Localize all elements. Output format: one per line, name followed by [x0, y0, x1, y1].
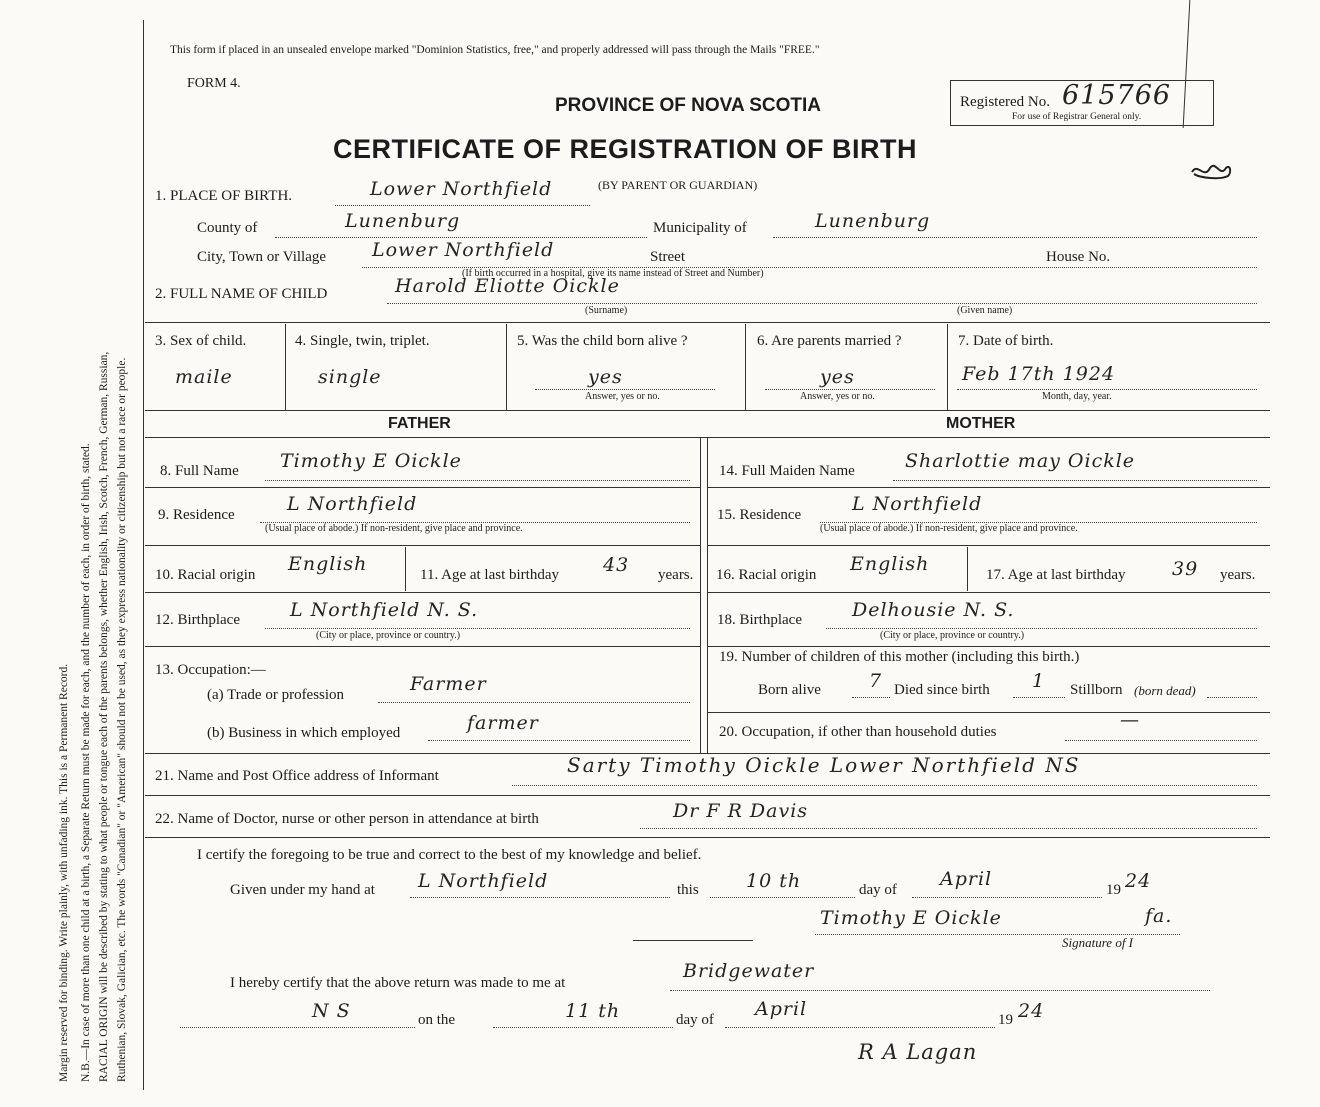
trade-line [378, 702, 690, 703]
father-birthplace-label: 12. Birthplace [155, 612, 240, 628]
born-alive-label: 5. Was the child born alive ? [517, 333, 688, 349]
died-since-label: Died since birth [894, 682, 990, 698]
row3-top-rule [145, 322, 1270, 323]
given-month-line [912, 897, 1102, 898]
given-day-value[interactable]: 10 th [746, 870, 802, 892]
mother-name-value[interactable]: Sharlottie may Oickle [905, 450, 1136, 472]
province-heading: PROVINCE OF NOVA SCOTIA [555, 95, 822, 116]
given-day-line [710, 897, 855, 898]
father-name-line [265, 480, 690, 481]
registration-year-value[interactable]: 24 [1018, 1000, 1045, 1022]
born-alive-count-label: Born alive [758, 682, 821, 698]
died-since-count[interactable]: 1 [1032, 670, 1046, 692]
registration-month-line [725, 1027, 995, 1028]
child-name-value[interactable]: Harold Eliotte Oickle [395, 275, 620, 297]
registration-province-line [180, 1027, 415, 1028]
hospital-note: (If birth occurred in a hospital, give its name instead of Street and Number) [462, 268, 764, 279]
row3-div-3 [745, 324, 746, 410]
business-value[interactable]: farmer [467, 712, 539, 734]
place-line [335, 205, 590, 206]
left-border [143, 20, 144, 1090]
registration-place-value[interactable]: Bridgewater [683, 960, 815, 982]
municipality-line [773, 237, 1257, 238]
father-racial-label: 10. Racial origin [155, 567, 256, 583]
father-years: years. [658, 567, 694, 583]
father-residence-label: 9. Residence [158, 507, 235, 523]
married-line [765, 389, 935, 390]
father-age-divider [405, 547, 406, 591]
registrar-signature[interactable]: R A Lagan [858, 1040, 978, 1064]
father-rule-2 [145, 545, 700, 546]
mother-rule-2 [707, 545, 1270, 546]
given-place-line [410, 897, 670, 898]
year-prefix: 19 [1106, 882, 1121, 898]
stillborn-label: Stillborn [1070, 682, 1123, 698]
registration-month-value[interactable]: April [755, 998, 808, 1020]
mother-years: years. [1220, 567, 1256, 583]
row3-div-4 [947, 324, 948, 410]
margin-note-multiple-births: N.B.—In case of more than one child at a birth, a Separate Return must be made for each, and the number of each, in order of birth, stated. [80, 443, 92, 1082]
born-alive-line [535, 389, 715, 390]
father-rule-4 [145, 646, 700, 647]
county-line [275, 237, 647, 238]
doctor-top-rule [145, 795, 1270, 796]
margin-note-binding: Margin reserved for binding. Write plainly, with unfading ink. This is a Permanent Record. [58, 663, 70, 1082]
father-heading: FATHER [388, 415, 451, 432]
surname-note: (Surname) [585, 305, 628, 316]
registration-day-value[interactable]: 11 th [565, 1000, 621, 1022]
mother-racial-label: 16. Racial origin [716, 567, 817, 583]
registrar-note: For use of Registrar General only. [1012, 112, 1142, 122]
registration-province-value[interactable]: N S [312, 1000, 351, 1022]
father-birthplace-value[interactable]: L Northfield N. S. [290, 599, 479, 621]
mother-bp-line [826, 628, 1257, 629]
cert-separator [633, 940, 753, 941]
mother-occ-line [1065, 740, 1257, 741]
father-rule-3 [145, 592, 700, 593]
father-rule-1 [145, 487, 700, 488]
father-name-label: 8. Full Name [160, 463, 239, 479]
mother-birthplace-note: (City or place, province or country.) [880, 630, 1025, 641]
trade-value[interactable]: Farmer [410, 673, 487, 695]
date-of-birth-value[interactable]: Feb 17th 1924 [962, 363, 1116, 385]
date-line [957, 389, 1257, 390]
informant-line [512, 785, 1257, 786]
married-label: 6. Are parents married ? [757, 333, 902, 349]
place-of-birth-label: 1. PLACE OF BIRTH. [155, 188, 293, 204]
margin-note-racial-origin-2: Ruthenian, Slovak, Galician, etc. The words "Canadian" or "American" should not be used, as they express nationality or citizenship but not a race or people. [116, 357, 128, 1082]
born-alive-note: Answer, yes or no. [585, 391, 660, 402]
mother-name-label: 14. Full Maiden Name [719, 463, 855, 479]
mother-age-divider [967, 547, 968, 591]
county-label: County of [197, 220, 258, 236]
signature-caption: Signature of I [1062, 935, 1134, 950]
stillborn-note: (born dead) [1134, 683, 1196, 698]
city-value[interactable]: Lower Northfield [372, 239, 555, 261]
parents-top-rule [145, 410, 1270, 411]
municipality-value[interactable]: Lunenburg [815, 210, 931, 232]
father-birthplace-note: (City or place, province or country.) [316, 630, 461, 641]
given-month-value[interactable]: April [940, 868, 993, 890]
mail-notice: This form if placed in an unsealed envelope marked "Dominion Statistics, free," and properly addressed will pass through the Mails "FREE." [170, 44, 820, 56]
business-label: (b) Business in which employed [207, 725, 401, 741]
mother-residence-value[interactable]: L Northfield [852, 493, 983, 515]
mother-occupation-label: 20. Occupation, if other than household duties [719, 724, 997, 740]
informant-value[interactable]: Sarty Timothy Oickle Lower Northfield NS [567, 753, 1081, 777]
registration-day-of-label: day of [676, 1012, 714, 1028]
given-place-value[interactable]: L Northfield [418, 870, 549, 892]
father-residence-note: (Usual place of abode.) If non-resident, give place and province. [265, 523, 523, 534]
mother-age-value[interactable]: 39 [1172, 558, 1199, 580]
plurality-label: 4. Single, twin, triplet. [295, 333, 430, 349]
child-name-line [387, 303, 1257, 304]
mother-birthplace-label: 18. Birthplace [717, 612, 802, 628]
children-count-label: 19. Number of children of this mother (including this birth.) [719, 649, 1080, 665]
cert-top-rule [145, 837, 1270, 838]
street-label: Street [650, 249, 685, 265]
stillborn-line [1207, 697, 1257, 698]
registered-label: Registered No. [960, 94, 1050, 110]
father-racial-value[interactable]: English [288, 553, 368, 575]
plurality-value[interactable]: single [318, 366, 382, 388]
born-alive-value[interactable]: yes [588, 366, 623, 388]
doctor-line [640, 828, 1257, 829]
father-age-label: 11. Age at last birthday [420, 567, 559, 583]
doctor-label: 22. Name of Doctor, nurse or other person in attendance at birth [155, 811, 539, 827]
mother-name-line [893, 480, 1257, 481]
mother-birthplace-value[interactable]: Delhousie N. S. [852, 599, 1015, 621]
margin-note-racial-origin: RACIAL ORIGIN will be described by stating to what people or tongue each of the parents belongs, whether English, Irish, Scotch, French, German, Russian, [98, 351, 110, 1082]
father-right-rule [700, 437, 701, 753]
died-since-line [1013, 697, 1065, 698]
given-name-note: (Given name) [957, 305, 1013, 316]
mother-rule-4 [707, 646, 1270, 647]
ink-scribble-mark [1190, 160, 1234, 182]
city-label: City, Town or Village [197, 249, 327, 265]
registration-day-line [493, 1027, 673, 1028]
sex-label: 3. Sex of child. [155, 333, 247, 349]
house-no-label: House No. [1046, 249, 1111, 265]
registrar-certify-label: I hereby certify that the above return was made to me at [230, 975, 566, 991]
mother-racial-value[interactable]: English [850, 553, 930, 575]
date-note: Month, day, year. [1042, 391, 1112, 402]
father-age-value[interactable]: 43 [603, 554, 630, 576]
born-alive-count-line [852, 697, 890, 698]
given-year-value[interactable]: 24 [1125, 870, 1152, 892]
mother-occupation-value[interactable]: — [1120, 709, 1140, 731]
registered-number: 615766 [1062, 80, 1172, 111]
business-line [428, 740, 690, 741]
date-of-birth-label: 7. Date of birth. [958, 333, 1054, 349]
county-value[interactable]: Lunenburg [345, 210, 461, 232]
this-label: this [677, 882, 699, 898]
on-the-label: on the [418, 1012, 456, 1028]
mother-heading: MOTHER [946, 415, 1016, 432]
father-bp-line [265, 628, 690, 629]
married-note: Answer, yes or no. [800, 391, 875, 402]
father-name-value[interactable]: Timothy E Oickle [280, 450, 462, 472]
registration-place-line [670, 990, 1210, 991]
mother-residence-label: 15. Residence [717, 507, 802, 523]
signature-suffix: fa. [1145, 905, 1173, 927]
mother-age-label: 17. Age at last birthday [986, 567, 1126, 583]
given-under-label: Given under my hand at [230, 882, 375, 898]
form-number: FORM 4. [187, 76, 241, 91]
mother-rule-1 [707, 487, 1270, 488]
trade-label: (a) Trade or profession [207, 687, 345, 703]
place-of-birth-value[interactable]: Lower Northfield [370, 178, 553, 200]
parent-signature[interactable]: Timothy E Oickle [820, 907, 1002, 929]
municipality-label: Municipality of [653, 220, 747, 236]
mother-left-rule [707, 437, 708, 753]
by-parent-note: (BY PARENT OR GUARDIAN) [598, 178, 758, 192]
row3-div-1 [285, 324, 286, 410]
mother-rule-3 [707, 592, 1270, 593]
father-residence-value[interactable]: L Northfield [287, 493, 418, 515]
certificate-title: CERTIFICATE OF REGISTRATION OF BIRTH [333, 134, 917, 164]
day-of-label: day of [859, 882, 897, 898]
doctor-value[interactable]: Dr F R Davis [673, 800, 809, 822]
certify-statement: I certify the foregoing to be true and correct to the best of my knowledge and belief. [197, 847, 702, 863]
registration-year-prefix: 19 [998, 1012, 1013, 1028]
informant-label: 21. Name and Post Office address of Informant [155, 768, 439, 784]
row3-div-2 [506, 324, 507, 410]
occupation-label: 13. Occupation:— [155, 662, 266, 678]
mother-rule-5 [707, 712, 1270, 713]
child-name-label: 2. FULL NAME OF CHILD [155, 286, 328, 302]
mother-residence-note: (Usual place of abode.) If non-resident, give place and province. [820, 523, 1078, 534]
sex-value[interactable]: maile [175, 366, 233, 388]
born-alive-count[interactable]: 7 [869, 670, 883, 692]
married-value[interactable]: yes [820, 366, 855, 388]
